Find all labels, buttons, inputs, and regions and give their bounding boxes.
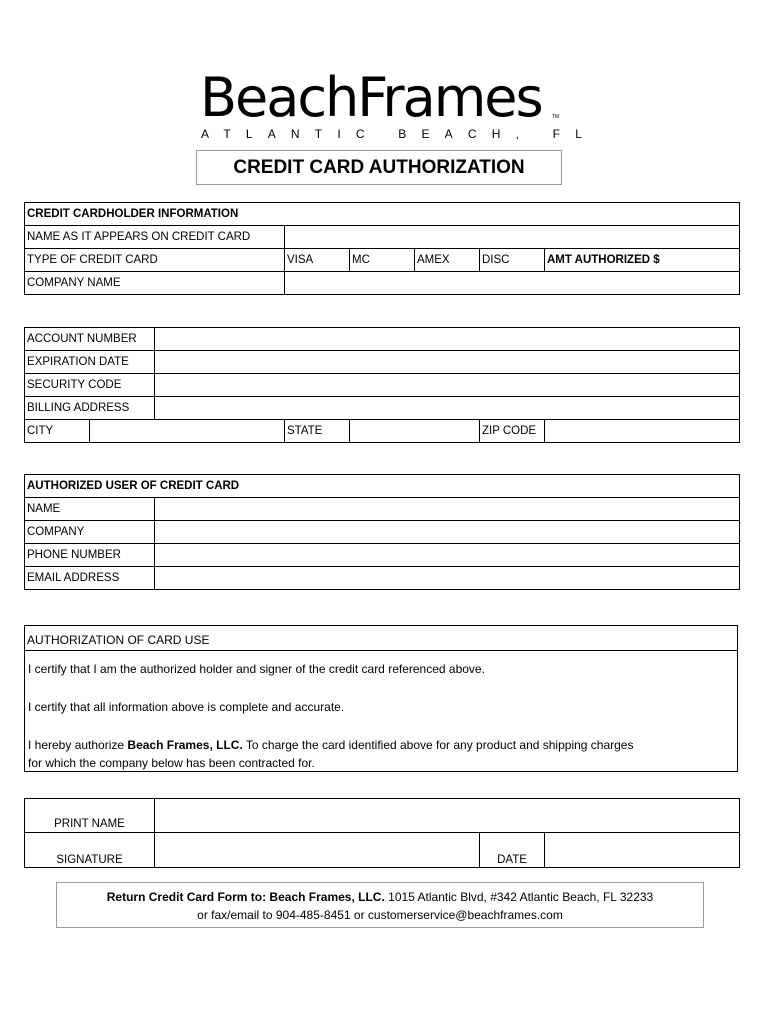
user-company-field[interactable] <box>155 521 740 544</box>
card-type-amex[interactable]: AMEX <box>415 249 480 272</box>
zip-code-label: ZIP CODE <box>480 420 545 443</box>
amount-authorized-field[interactable]: AMT AUTHORIZED $ <box>545 249 740 272</box>
card-type-label: TYPE OF CREDIT CARD <box>25 249 285 272</box>
company-name-label: COMPANY NAME <box>25 272 285 295</box>
signature-table <box>24 798 740 868</box>
zip-code-field[interactable] <box>545 420 740 443</box>
signature-label: SIGNATURE <box>25 833 155 868</box>
certify-accurate-text: I certify that all information above is complete and accurate. <box>28 700 345 714</box>
signature-field[interactable] <box>155 833 480 868</box>
billing-address-label: BILLING ADDRESS <box>25 397 155 420</box>
print-name-label: PRINT NAME <box>25 799 155 833</box>
account-number-field[interactable] <box>155 328 740 351</box>
authorize-charge-text: I hereby authorize Beach Frames, LLC. To charge the card identified above for any product and shipping charges <box>28 738 634 752</box>
form-title: CREDIT CARD AUTHORIZATION <box>196 150 562 185</box>
user-company-label: COMPANY <box>25 521 155 544</box>
authorization-section <box>24 625 738 772</box>
email-address-label: EMAIL ADDRESS <box>25 567 155 590</box>
company-logo: BeachFrames <box>200 66 542 129</box>
print-name-field[interactable] <box>155 799 740 833</box>
expiration-date-label: EXPIRATION DATE <box>25 351 155 374</box>
date-label: DATE <box>480 833 545 868</box>
card-type-mc[interactable]: MC <box>350 249 415 272</box>
user-name-label: NAME <box>25 498 155 521</box>
billing-address-field[interactable] <box>155 397 740 420</box>
logo-location: ATLANTIC BEACH, FL <box>201 127 598 141</box>
city-field[interactable] <box>90 420 285 443</box>
user-name-field[interactable] <box>155 498 740 521</box>
company-name-field[interactable] <box>285 272 740 295</box>
state-field[interactable] <box>350 420 480 443</box>
authorized-user-header: AUTHORIZED USER OF CREDIT CARD <box>25 475 740 498</box>
phone-number-label: PHONE NUMBER <box>25 544 155 567</box>
email-address-field[interactable] <box>155 567 740 590</box>
certify-holder-text: I certify that I am the authorized holder and signer of the credit card referenced above. <box>28 662 485 676</box>
cardholder-section-header: CREDIT CARDHOLDER INFORMATION <box>25 203 740 226</box>
return-contact-line: or fax/email to 904-485-8451 or customerservice@beachframes.com <box>197 908 563 922</box>
city-label: CITY <box>25 420 90 443</box>
date-field[interactable] <box>545 833 740 868</box>
authorize-charge-text-continued: for which the company below has been contracted for. <box>28 756 315 770</box>
authorization-header: AUTHORIZATION OF CARD USE <box>25 626 737 651</box>
authorized-user-table <box>24 474 740 590</box>
state-label: STATE <box>285 420 350 443</box>
security-code-label: SECURITY CODE <box>25 374 155 397</box>
cardholder-table <box>24 202 740 295</box>
card-type-visa[interactable]: VISA <box>285 249 350 272</box>
trademark-mark: TM <box>552 114 560 120</box>
return-instructions <box>56 882 704 928</box>
account-table <box>24 327 740 443</box>
account-number-label: ACCOUNT NUMBER <box>25 328 155 351</box>
return-address-line: Return Credit Card Form to: Beach Frames, LLC. 1015 Atlantic Blvd, #342 Atlantic Beach, FL 32233 <box>106 890 654 904</box>
security-code-field[interactable] <box>155 374 740 397</box>
card-type-disc[interactable]: DISC <box>480 249 545 272</box>
expiration-date-field[interactable] <box>155 351 740 374</box>
cardholder-name-field[interactable] <box>285 226 740 249</box>
cardholder-name-label: NAME AS IT APPEARS ON CREDIT CARD <box>25 226 285 249</box>
phone-number-field[interactable] <box>155 544 740 567</box>
